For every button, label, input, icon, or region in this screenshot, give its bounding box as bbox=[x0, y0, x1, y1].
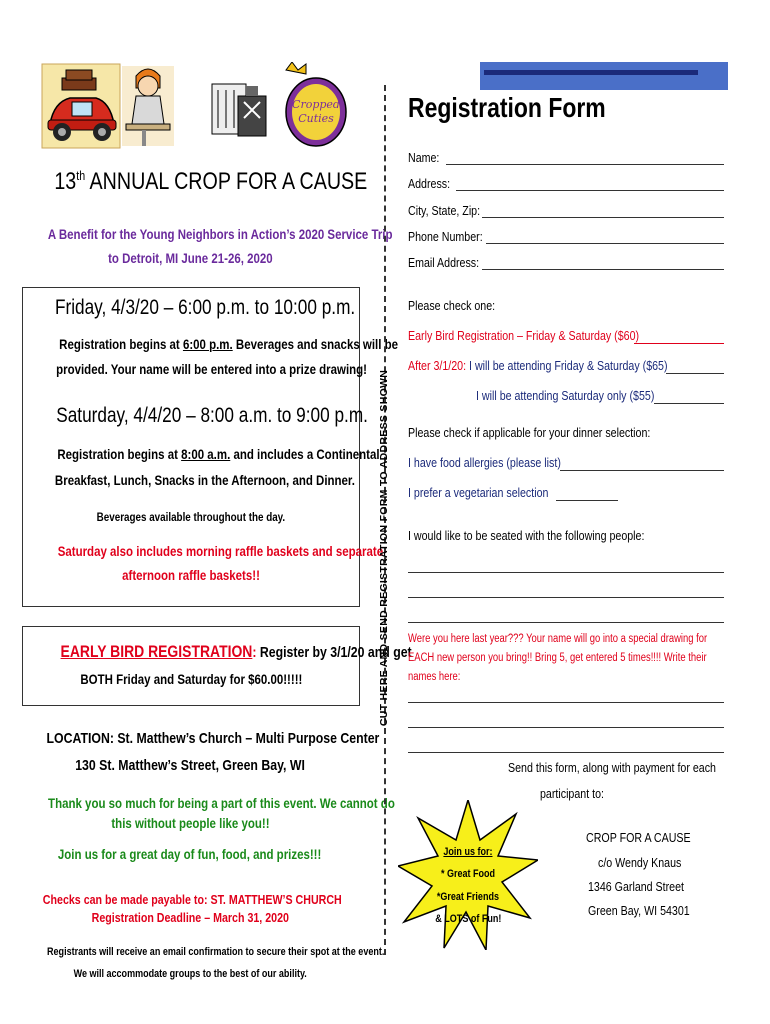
seated-line-2[interactable] bbox=[408, 597, 724, 598]
seated-line-3[interactable] bbox=[408, 622, 724, 623]
starburst-line-2: * Great Food bbox=[440, 868, 496, 880]
address-input-line[interactable] bbox=[456, 190, 724, 191]
clipart-cropped-cuties-logo bbox=[276, 62, 350, 150]
after-option-2[interactable]: I will be attending Saturday only ($55) bbox=[476, 388, 655, 403]
cut-here-label: CUT HERE AND SEND REGISTRATION FORM TO ADDRESS SHOWN bbox=[378, 369, 390, 727]
allergies-option[interactable]: I have food allergies (please list) bbox=[408, 455, 561, 470]
city-state-zip-field[interactable]: City, State, Zip: bbox=[408, 203, 481, 218]
early-bird-option-line[interactable] bbox=[634, 343, 724, 344]
early-bird-box bbox=[22, 626, 412, 706]
send-form-line-2: participant to: bbox=[540, 786, 604, 801]
address-field[interactable]: Address: bbox=[408, 176, 451, 191]
last-year-line-1: Were you here last year??? Your name will go into a special drawing for bbox=[408, 633, 708, 645]
name-input-line[interactable] bbox=[446, 164, 724, 165]
mail-address-line-1: CROP FOR A CAUSE bbox=[586, 830, 691, 845]
thanks-line-3: Join us for a great day of fun, food, and prizes!!! bbox=[58, 846, 322, 862]
title-superscript: th bbox=[76, 168, 86, 183]
starburst-line-4: & LOTS of Fun! bbox=[434, 913, 502, 925]
friday-line-1: Registration begins at 6:00 p.m. Beverages and snacks will be bbox=[59, 336, 398, 352]
thanks-line-2: this without people like you!! bbox=[110, 815, 270, 831]
mail-address-line-4: Green Bay, WI 54301 bbox=[588, 903, 690, 918]
name-field[interactable]: Name: bbox=[408, 150, 440, 165]
last-year-line-3: names here: bbox=[408, 671, 461, 683]
starburst-line-3: *Great Friends bbox=[436, 891, 500, 903]
names-line-3[interactable] bbox=[408, 752, 724, 753]
clipart-woman bbox=[122, 62, 174, 150]
city-state-zip-input-line[interactable] bbox=[482, 217, 724, 218]
subtitle-line-2: to Detroit, MI June 21-26, 2020 bbox=[107, 250, 273, 266]
beverages-note: Beverages available throughout the day. bbox=[96, 510, 286, 524]
check-one-heading: Please check one: bbox=[408, 298, 496, 313]
location-line-1: LOCATION: St. Matthew’s Church – Multi Purpose Center bbox=[46, 730, 380, 747]
header-accent-band bbox=[480, 62, 728, 90]
names-line-1[interactable] bbox=[408, 702, 724, 703]
svg-text:Cuties: Cuties bbox=[298, 112, 334, 125]
phone-field[interactable]: Phone Number: bbox=[408, 229, 483, 244]
send-form-line-1: Send this form, along with payment for each bbox=[508, 760, 716, 775]
raffle-line-2: afternoon raffle baskets!! bbox=[122, 567, 260, 583]
after-option-1-line[interactable] bbox=[666, 373, 724, 374]
friday-line-2: provided. Your name will be entered into a prize drawing! bbox=[56, 361, 367, 377]
after-option-2-line[interactable] bbox=[654, 403, 724, 404]
footer-line-1: Registrants will receive an email confirmation to secure their spot at the event. bbox=[47, 946, 385, 958]
early-bird-label: EARLY BIRD REGISTRATION bbox=[60, 642, 253, 661]
allergies-input-line[interactable] bbox=[560, 470, 724, 471]
saturday-line-2: Breakfast, Lunch, Snacks in the Afternoon, and Dinner. bbox=[54, 472, 355, 488]
starburst-line-1: Join us for: bbox=[443, 846, 493, 858]
svg-text:Cropped: Cropped bbox=[292, 98, 340, 111]
early-bird-line-1: EARLY BIRD REGISTRATION: Register by 3/1/20 and get bbox=[60, 642, 412, 661]
early-bird-option[interactable]: Early Bird Registration – Friday & Saturday ($60) bbox=[408, 328, 640, 343]
thanks-line-1: Thank you so much for being a part of this event. We cannot do bbox=[48, 795, 395, 811]
raffle-line-1: Saturday also includes morning raffle baskets and separate bbox=[57, 543, 384, 559]
seated-with-heading: I would like to be seated with the following people: bbox=[408, 528, 645, 543]
location-line-2: 130 St. Matthew’s Street, Green Bay, WI bbox=[75, 757, 305, 774]
checks-payable: Checks can be made payable to: ST. MATTHEW’S CHURCH bbox=[42, 892, 342, 907]
saturday-title: Saturday, 4/4/20 – 8:00 a.m. to 9:00 p.m. bbox=[56, 404, 368, 427]
early-bird-line-2: BOTH Friday and Saturday for $60.00!!!!! bbox=[80, 671, 302, 687]
last-year-line-2: EACH new person you bring!! Bring 5, get entered 5 times!!!! Write their bbox=[408, 652, 707, 664]
vegetarian-input-line[interactable] bbox=[556, 500, 618, 501]
vegetarian-option[interactable]: I prefer a vegetarian selection bbox=[408, 485, 549, 500]
form-title: Registration Form bbox=[408, 92, 606, 123]
registration-deadline: Registration Deadline – March 31, 2020 bbox=[91, 910, 289, 925]
email-input-line[interactable] bbox=[482, 269, 724, 270]
seated-line-1[interactable] bbox=[408, 572, 724, 573]
after-option-1[interactable]: After 3/1/20: I will be attending Friday & Saturday ($65) bbox=[408, 358, 668, 373]
saturday-line-1: Registration begins at 8:00 a.m. and includes a Continental bbox=[57, 446, 380, 462]
phone-input-line[interactable] bbox=[486, 243, 724, 244]
dinner-heading: Please check if applicable for your dinner selection: bbox=[408, 425, 651, 440]
friday-start-time: 6:00 p.m. bbox=[182, 336, 233, 352]
page-title: 13th ANNUAL CROP FOR A CAUSE bbox=[54, 168, 368, 195]
email-field[interactable]: Email Address: bbox=[408, 255, 480, 270]
header-accent-line bbox=[484, 70, 698, 75]
mail-address-line-2: c/o Wendy Knaus bbox=[598, 855, 682, 870]
clipart-car bbox=[40, 62, 122, 150]
saturday-start-time: 8:00 a.m. bbox=[181, 446, 231, 462]
names-line-2[interactable] bbox=[408, 727, 724, 728]
footer-line-2: We will accommodate groups to the best of our ability. bbox=[73, 968, 307, 980]
friday-title: Friday, 4/3/20 – 6:00 p.m. to 10:00 p.m. bbox=[54, 296, 356, 319]
clipart-scrapbook bbox=[208, 62, 270, 150]
subtitle-line-1: A Benefit for the Young Neighbors in Action’s 2020 Service Trip bbox=[47, 226, 393, 242]
mail-address-line-3: 1346 Garland Street bbox=[588, 879, 685, 894]
